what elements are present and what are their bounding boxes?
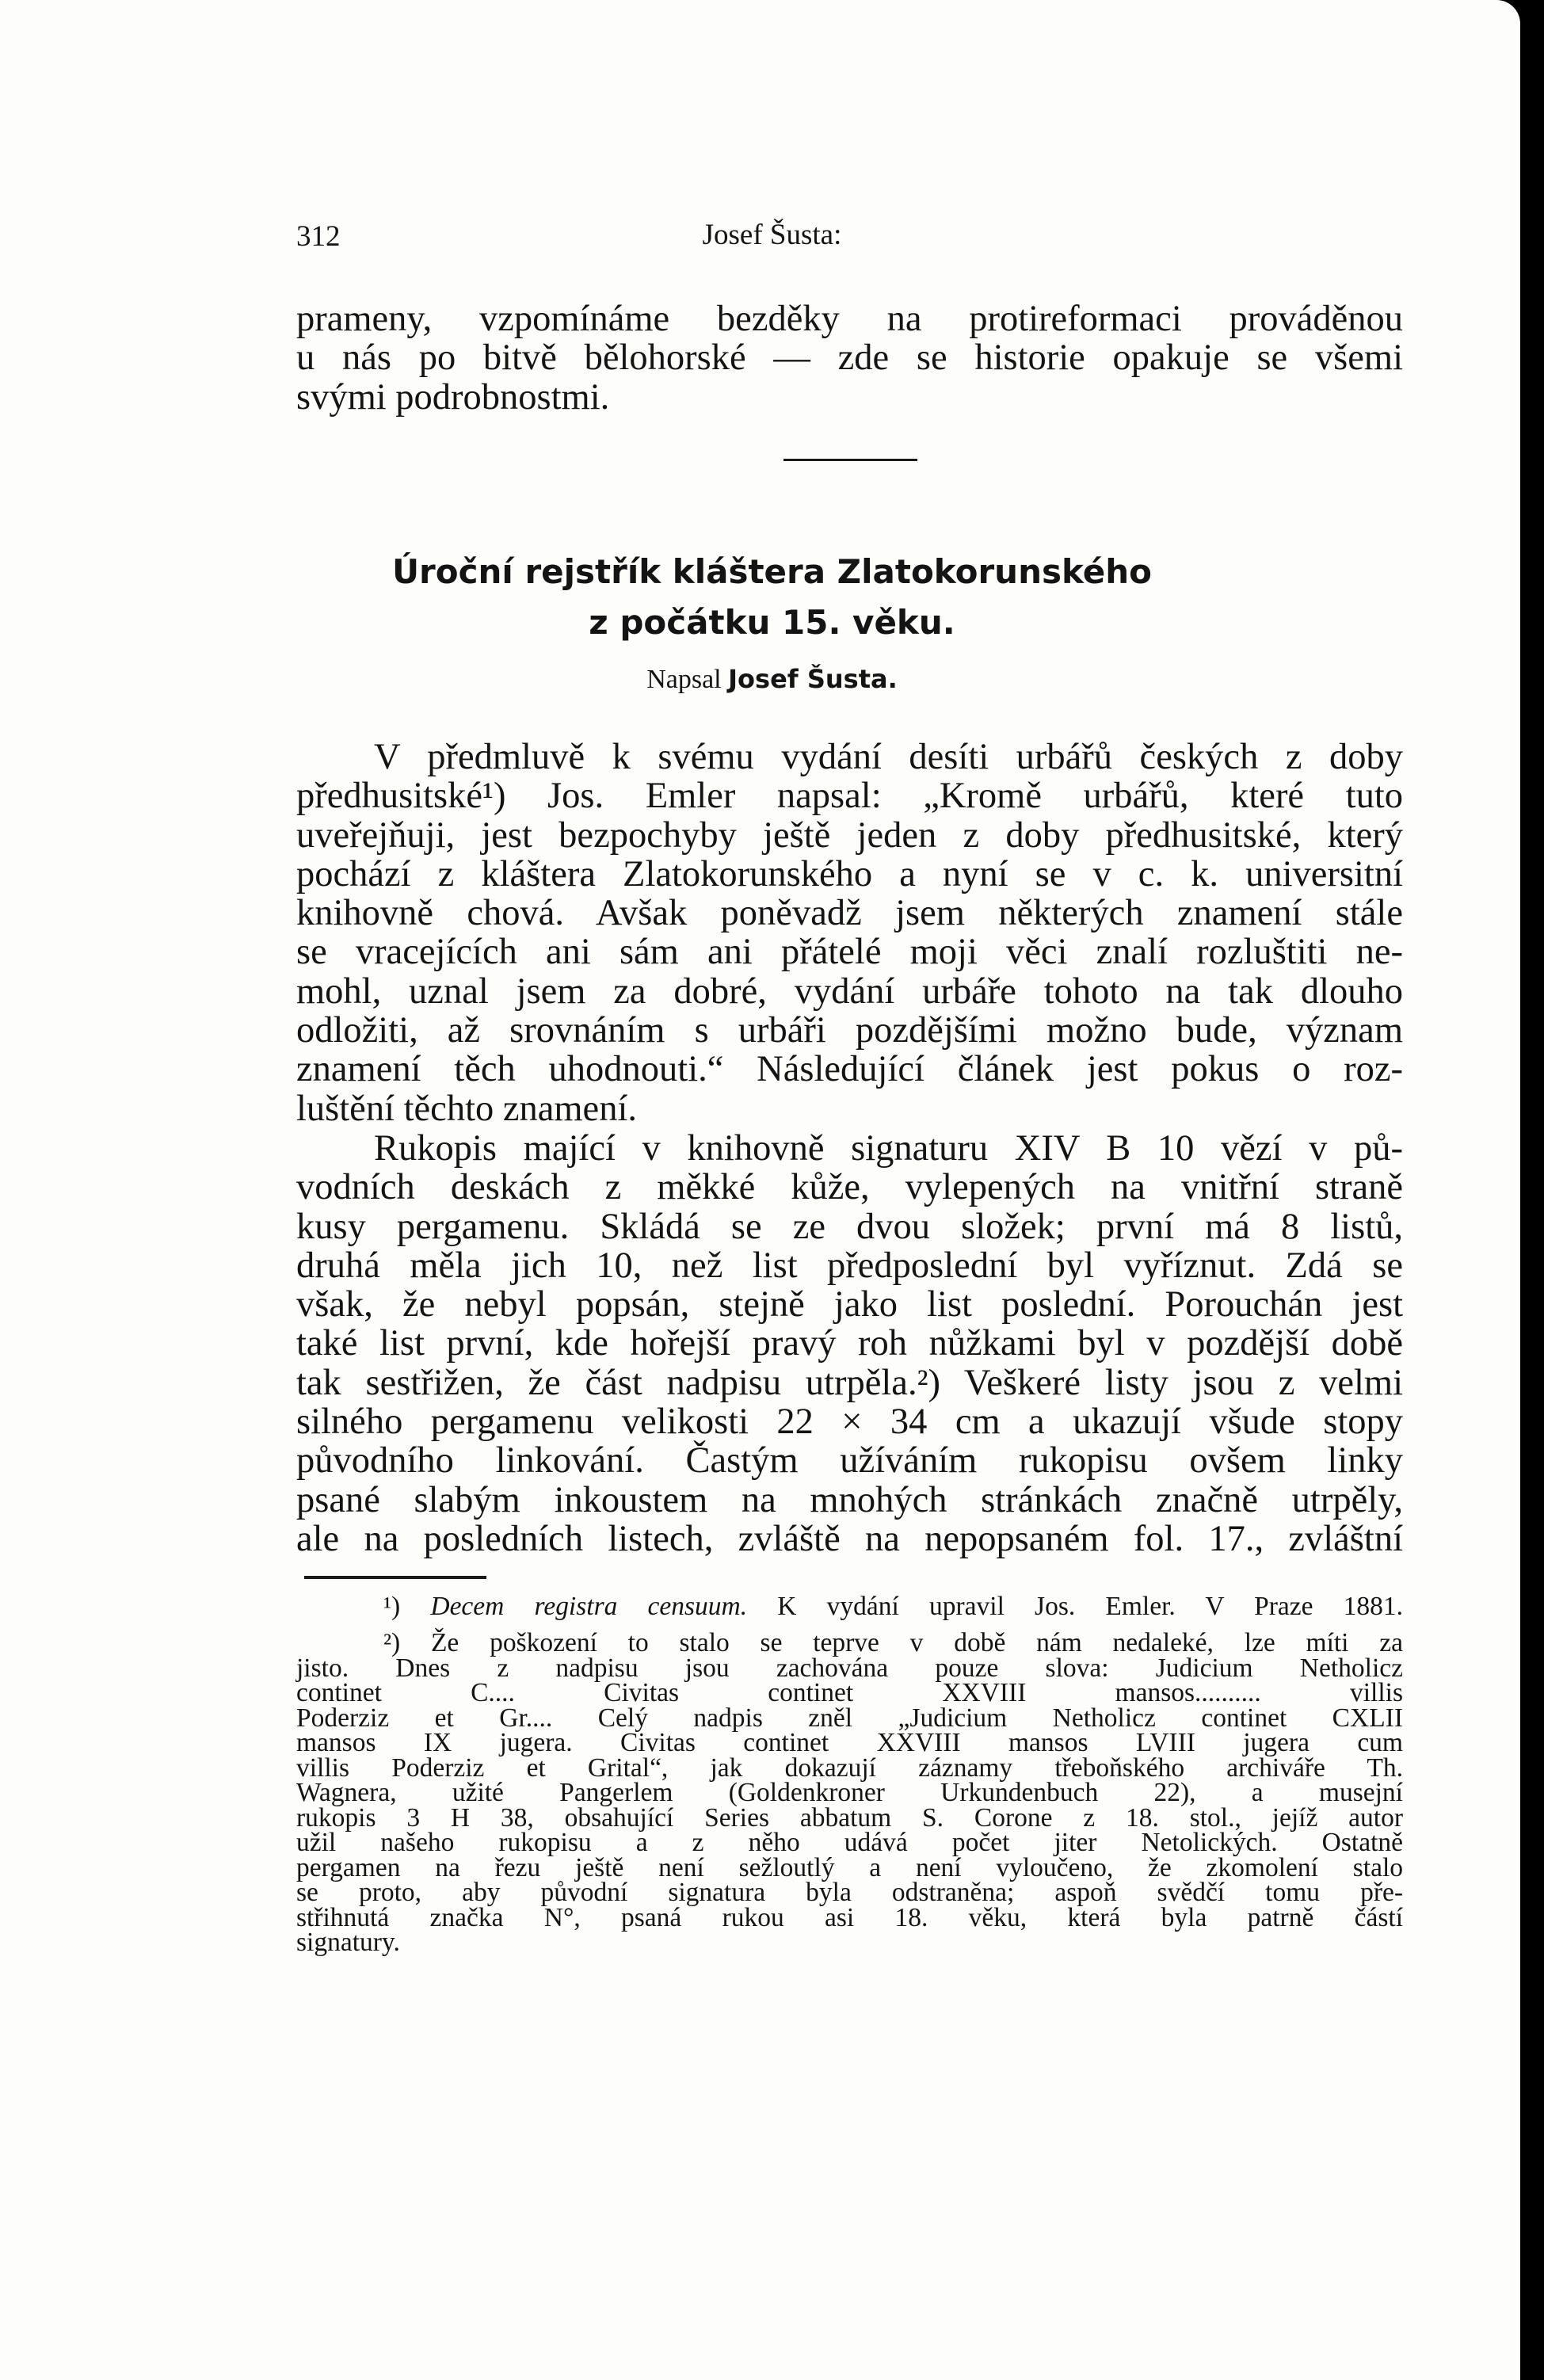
footnote-line: mansos IX jugera. Civitas continet XXVIII mansos LVIII jugera cum bbox=[296, 1728, 1403, 1757]
footnote-line: jisto. Dnes z nadpisu jsou zachována pouze slova: Judicium Netholicz bbox=[296, 1653, 1403, 1683]
footnote-1 bbox=[296, 1594, 1403, 1619]
footnote-line: střihnutá značka N°, psaná rukou asi 18. věku, která byla patrně částí bbox=[296, 1902, 1403, 1932]
running-title: Josef Šusta: bbox=[702, 219, 842, 251]
text-line: druhá měla jich 10, než list předposlední byl vyříznut. Zdá se bbox=[296, 1245, 1403, 1286]
footnote-line: Wagnera, užité Pangerlem (Goldenkroner Urkundenbuch 22), a musejní bbox=[296, 1778, 1403, 1807]
article-title-line2: z počátku 15. věku. bbox=[589, 603, 955, 642]
footnote-source-title: Decem registra censuum. bbox=[430, 1592, 748, 1621]
paragraph-2 bbox=[296, 1129, 1403, 1558]
text-line: kusy pergamenu. Skládá se ze dvou složek; první má 8 listů, bbox=[296, 1206, 1403, 1247]
footnote-line: užil našeho rukopisu a z něho udává počet jiter Netolických. Ostatně bbox=[296, 1828, 1403, 1857]
text-line: znamení těch uhodnouti.“ Následující článek jest pokus o roz- bbox=[296, 1049, 1403, 1090]
text-line: u nás po bitvě bělohorské — zde se historie opakuje se všemi bbox=[296, 338, 1403, 379]
text-line: původního linkování. Častým užíváním rukopisu ovšem linky bbox=[296, 1440, 1403, 1482]
author-name: Josef Šusta. bbox=[728, 664, 898, 694]
footnote-2 bbox=[296, 1628, 1403, 1957]
text-line: však, že nebyl popsán, stejně jako list poslední. Porouchán jest bbox=[296, 1284, 1403, 1325]
article-title: Úroční rejstřík kláštera Zlatokorunského bbox=[391, 552, 1153, 591]
text-line: pochází z kláštera Zlatokorunského a nyní se v c. k. universitní bbox=[296, 853, 1403, 894]
text-line: vodních deskách z měkké kůže, vylepených na vnitřní straně bbox=[296, 1167, 1403, 1208]
text-line: odložiti, až srovnáním s urbáři pozdějšími možno bude, význam bbox=[296, 1010, 1403, 1051]
text-line: také list první, kde hořejší pravý roh nůžkami byl v pozdější době bbox=[296, 1323, 1403, 1364]
text-line: luštění těchto znamení. bbox=[296, 1088, 637, 1129]
footnote-text: K vydání upravil Jos. Emler. V Praze 1881. bbox=[777, 1592, 1403, 1621]
byline-prefix: Napsal bbox=[646, 665, 722, 694]
text-line: knihovně chová. Avšak poněvadž jsem některých znamení stále bbox=[296, 893, 1403, 934]
text-line: Rukopis mající v knihovně signaturu XIV B 10 vězí v pů- bbox=[374, 1128, 1403, 1169]
text-line: se vracejících ani sám ani přátelé moji věci znalí rozluštiti ne- bbox=[296, 932, 1403, 973]
text-line: silného pergamenu velikosti 22 × 34 cm a ukazují všude stopy bbox=[296, 1402, 1403, 1443]
footnote-line: ²) Že poškození to stalo se teprve v době nám nedaleké, lze míti za bbox=[383, 1628, 1403, 1657]
footnote-marker: ¹) bbox=[383, 1592, 401, 1621]
text-line: předhusitské¹) Jos. Emler napsal: „Kromě urbářů, které tuto bbox=[296, 776, 1403, 817]
footnote-line: Poderziz et Gr.... Celý nadpis zněl „Judicium Netholicz continet CXLII bbox=[296, 1703, 1403, 1733]
text-line: ale na posledních listech, zvláště na nepopsaném fol. 17., zvláštní bbox=[296, 1518, 1403, 1559]
footnote-line: rukopis 3 H 38, obsahující Series abbatum S. Corone z 18. stol., jejíž autor bbox=[296, 1802, 1403, 1833]
footnote-line: continet C.... Civitas continet XXVIII mansos.......... villis bbox=[296, 1678, 1403, 1707]
footnote-line: villis Poderziz et Grital“, jak dokazují záznamy třeboňského archiváře Th. bbox=[296, 1753, 1403, 1783]
text-line: svými podrobnostmi. bbox=[296, 376, 610, 418]
footnote-line: se proto, aby původní signatura byla odstraněna; aspoň svědčí tomu pře- bbox=[296, 1878, 1403, 1907]
page-number: 312 bbox=[296, 220, 341, 253]
text-line: prameny, vzpomínáme bezděky na protireformaci prováděnou bbox=[296, 299, 1403, 339]
section-divider bbox=[783, 459, 917, 461]
text-line: uveřejňuji, jest bezpochyby ještě jeden z doby předhusitské, který bbox=[296, 814, 1403, 856]
footnote-line bbox=[296, 1594, 1403, 1619]
text-line: V předmluvě k svému vydání desíti urbářů českých z doby bbox=[374, 737, 1403, 777]
footnote-divider bbox=[304, 1576, 486, 1579]
article-byline bbox=[0, 664, 1544, 695]
footnote-line: signatury. bbox=[296, 1928, 400, 1957]
text-line: tak sestřižen, že část nadpisu utrpěla.²) Veškeré listy jsou z velmi bbox=[296, 1362, 1403, 1403]
text-line: psané slabým inkoustem na mnohých stránkách značně utrpěly, bbox=[296, 1479, 1403, 1520]
paragraph-1 bbox=[296, 738, 1403, 1128]
text-line: mohl, uznal jsem za dobré, vydání urbáře tohoto na tak dlouho bbox=[296, 971, 1403, 1012]
intro-paragraph bbox=[296, 299, 1403, 417]
footnote-line: pergamen na řezu ještě není sežloutlý a není vyloučeno, že zkomolení stalo bbox=[296, 1852, 1403, 1882]
